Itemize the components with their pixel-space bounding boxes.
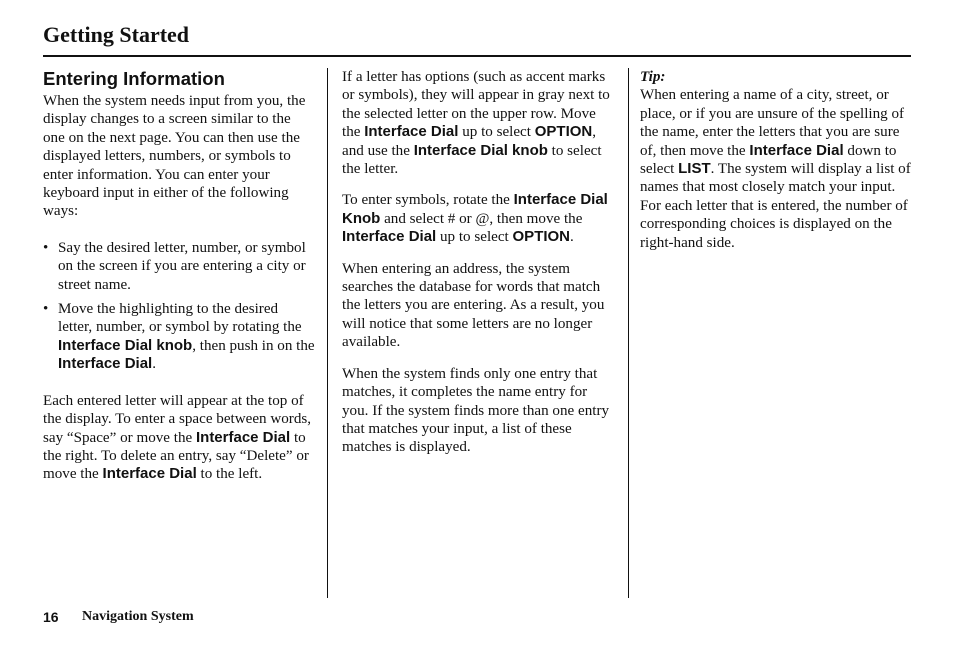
- paragraph-text: to the right. To delete an entry, say “Delete” or move the: [43, 429, 309, 483]
- bold-term: Interface Dial: [364, 123, 459, 141]
- page-number: 16: [43, 609, 59, 625]
- symbols-paragraph: [342, 191, 610, 246]
- paragraph-text: down to select: [640, 142, 897, 178]
- address-paragraph: When entering an address, the system searches the database for words that match the letters you are entering. As a result, you will notice that some letters are no longer available.: [342, 260, 605, 351]
- bullet-text: Say the desired letter, number, or symbol on the screen if you are entering a city or street name.: [58, 239, 306, 293]
- tip-paragraph: [640, 86, 912, 252]
- tip-label: Tip:: [640, 69, 666, 85]
- input-methods-list: [43, 239, 315, 374]
- list-item: [43, 239, 315, 294]
- paragraph-text: To enter symbols, rotate the: [342, 192, 514, 209]
- paragraph-text: .: [570, 229, 574, 246]
- column-middle: [342, 68, 610, 457]
- column-divider: [327, 68, 328, 598]
- bold-term: Interface Dial knob: [413, 141, 548, 159]
- bold-term: Interface Dial knob: [58, 336, 193, 354]
- bold-term: Interface Dial Knob: [342, 191, 608, 227]
- bullet-text: , then push in on the: [192, 337, 315, 354]
- bold-term: Interface Dial: [58, 355, 153, 373]
- page-header-title: Getting Started: [43, 22, 190, 47]
- list-item: [43, 300, 315, 374]
- header-rule: [43, 55, 911, 57]
- paragraph-text: If a letter has options (such as accent marks or symbols), they will appear in gray next to the selected letter on the upper row. Move the: [342, 69, 610, 141]
- options-paragraph: [342, 68, 610, 178]
- bold-term: Interface Dial: [342, 228, 437, 246]
- column-right: [640, 68, 912, 252]
- bold-term: OPTION: [534, 123, 593, 141]
- column-divider: [628, 68, 629, 598]
- footer-title: Navigation System: [82, 609, 194, 624]
- match-paragraph: When the system finds only one entry that matches, it completes the name entry for you. If the system finds more than one entry that matches your input, a list of these matches is displayed.: [342, 365, 610, 456]
- paragraph-text: When entering a name of a city, street, or place, or if you are unsure of the spelling of the name, enter the letters that you are sure of, then move the: [640, 87, 905, 159]
- paragraph-text: , and use the: [342, 124, 597, 159]
- bold-term: Interface Dial: [749, 141, 844, 159]
- paragraph-text: up to select: [436, 229, 513, 246]
- section-heading: Entering Information: [43, 68, 225, 89]
- paragraph-text: and select # or @, then move the: [380, 210, 583, 227]
- paragraph-text: . The system will display a list of names that most closely match your input. For each letter that is entered, the number of corresponding choices is displayed on the right-hand side.: [640, 161, 911, 251]
- bold-term: Interface Dial: [195, 428, 291, 446]
- bold-term: LIST: [678, 160, 711, 178]
- bold-term: OPTION: [512, 228, 571, 246]
- paragraph-text: to the left.: [196, 466, 263, 483]
- bullet-text: Move the highlighting to the desired letter, number, or symbol by rotating the: [58, 301, 302, 336]
- paragraph-text: Each entered letter will appear at the top of the display. To enter a space between words, say “Space” or move the: [43, 392, 312, 446]
- bold-term: Interface Dial: [102, 465, 197, 483]
- paragraph-text: to select the letter.: [342, 142, 602, 178]
- paragraph-text: up to select: [458, 124, 535, 141]
- entry-paragraph: [43, 392, 315, 484]
- column-left: [43, 68, 315, 484]
- bullet-text: .: [152, 356, 156, 373]
- intro-paragraph: When the system needs input from you, the display changes to a screen similar to the one on the next page. You can then use the displayed letters, numbers, or symbols to enter information. You can enter your keyboard input in either of the following ways:: [43, 93, 306, 220]
